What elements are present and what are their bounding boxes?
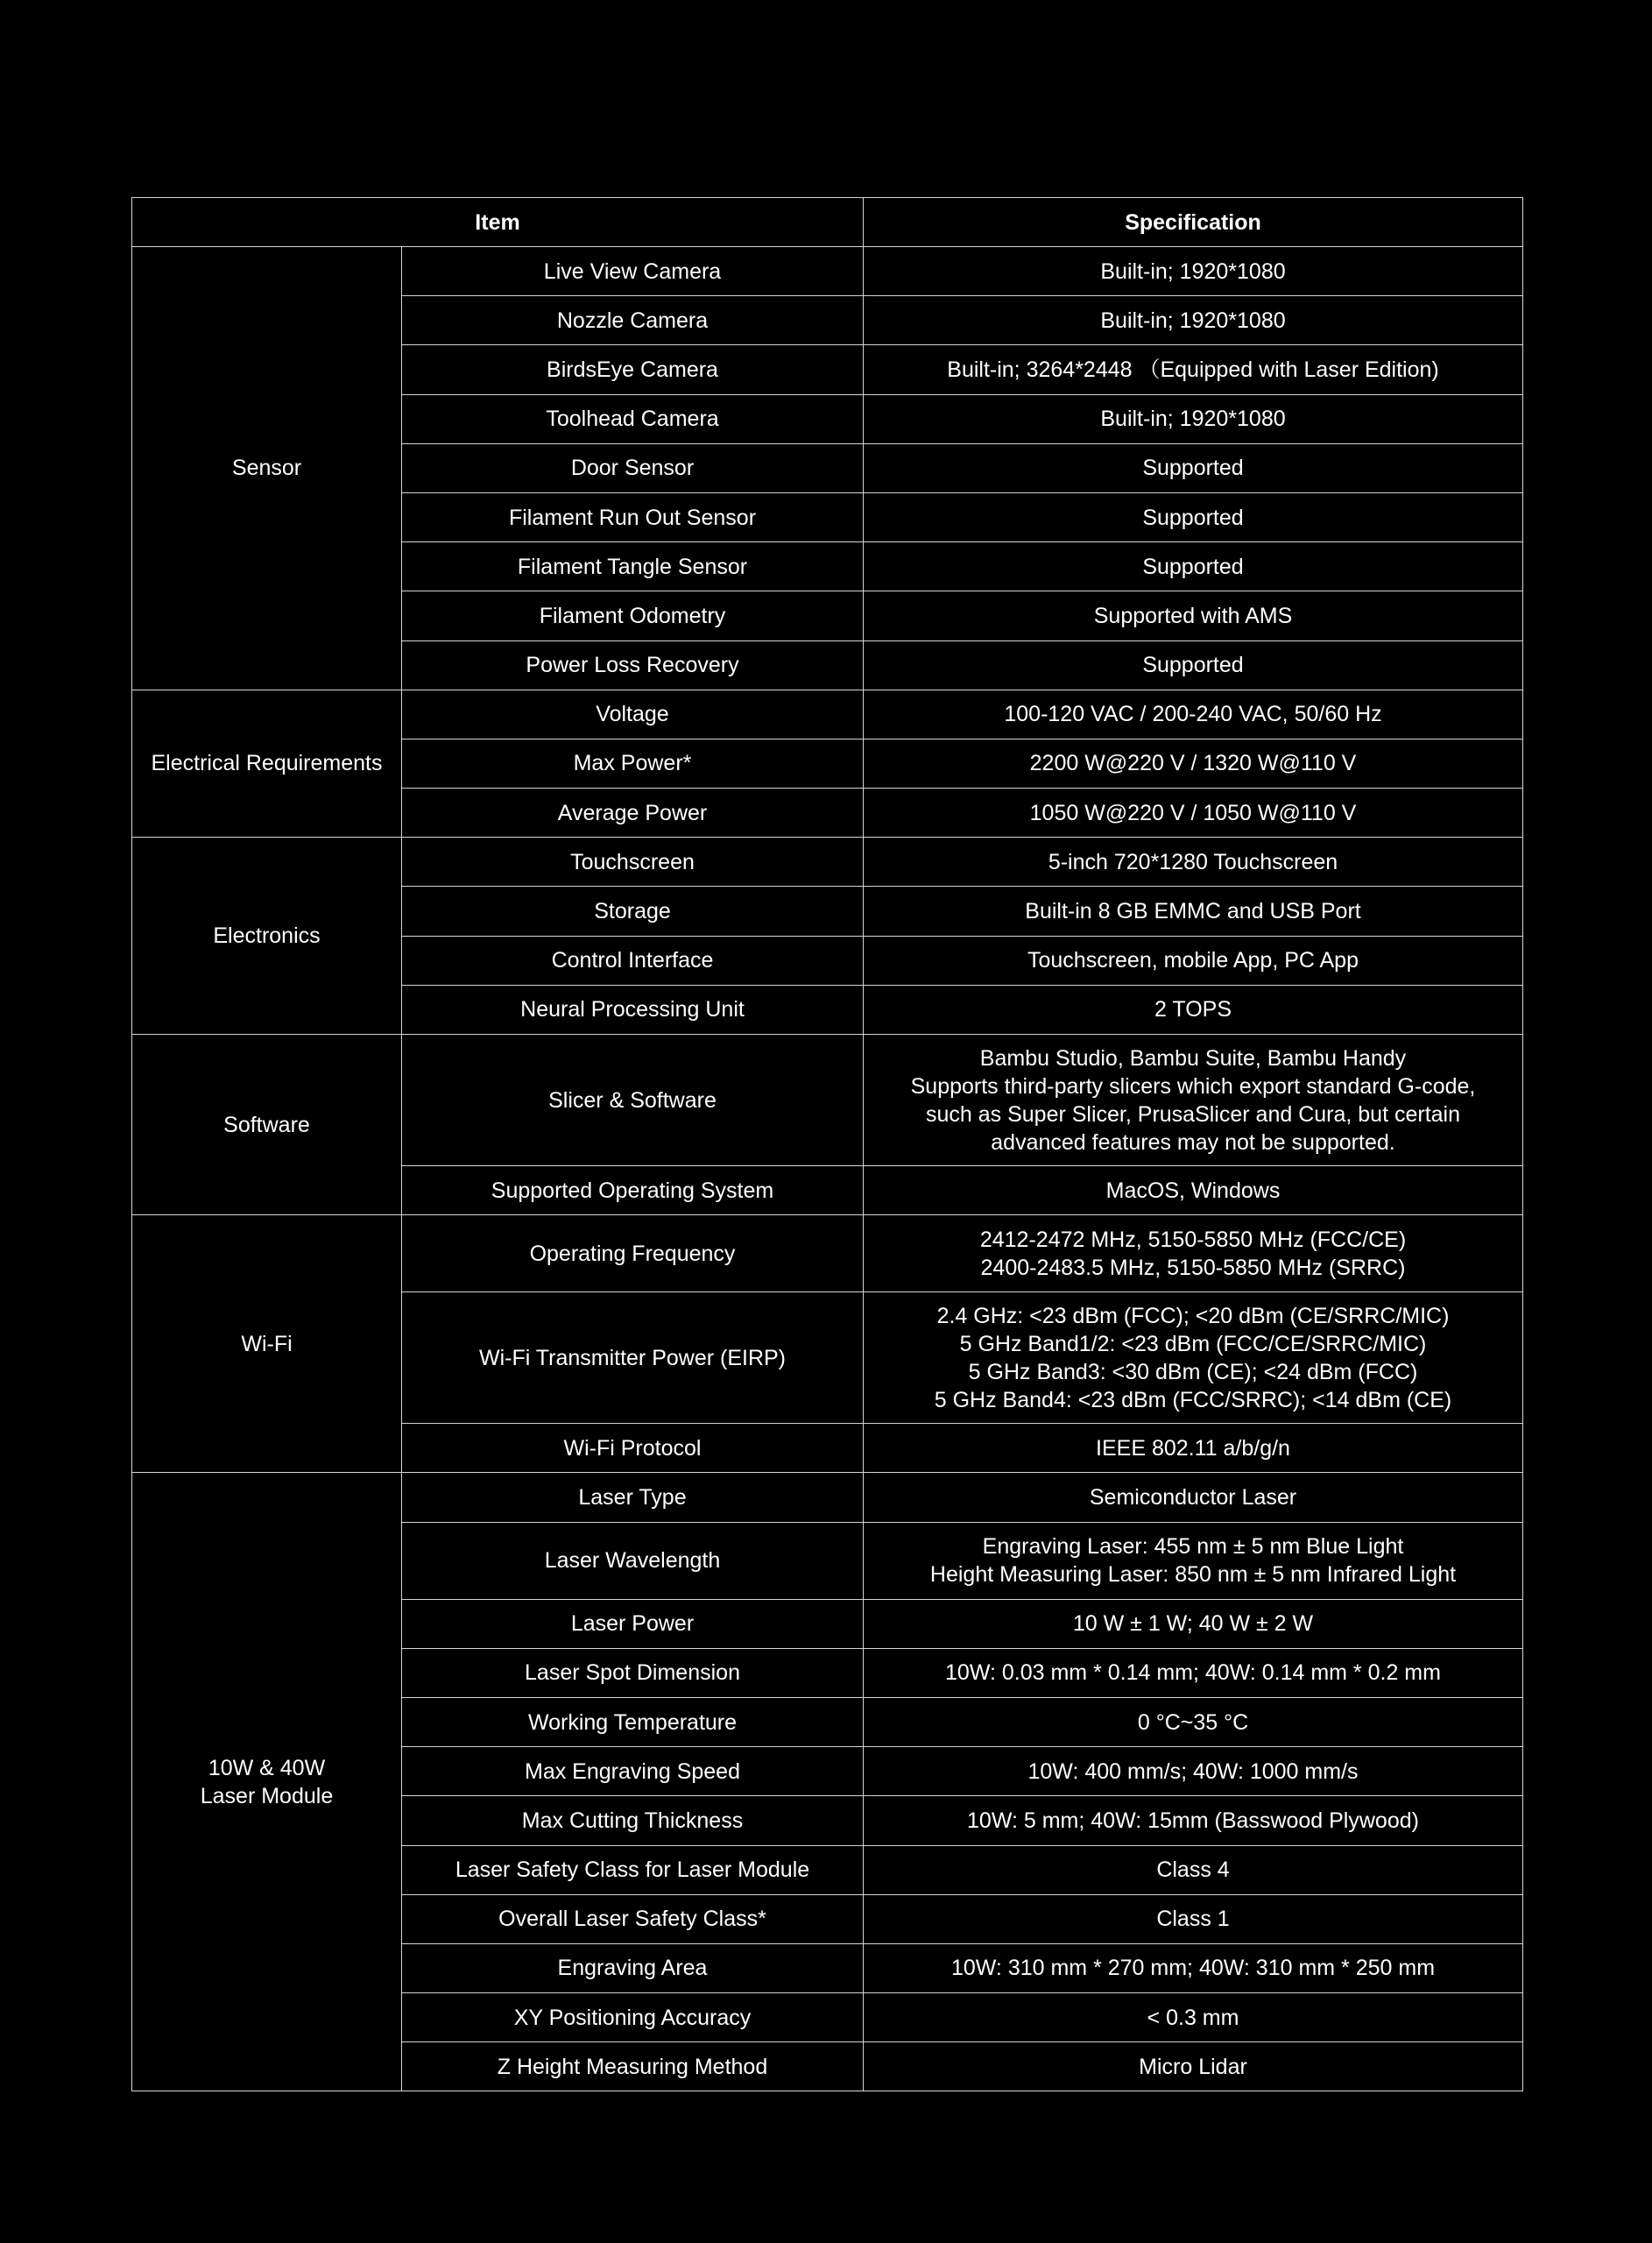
item-cell: Z Height Measuring Method — [402, 2042, 864, 2091]
group-label: Electronics — [132, 838, 402, 1035]
item-cell: Max Engraving Speed — [402, 1747, 864, 1796]
item-cell: Working Temperature — [402, 1697, 864, 1746]
spec-cell: Built-in; 1920*1080 — [864, 296, 1523, 345]
spec-cell: < 0.3 mm — [864, 1993, 1523, 2042]
spec-cell: 10W: 0.03 mm * 0.14 mm; 40W: 0.14 mm * 0.2 mm — [864, 1648, 1523, 1697]
spec-cell: Semiconductor Laser — [864, 1473, 1523, 1522]
group-label: Wi-Fi — [132, 1215, 402, 1473]
item-cell: Live View Camera — [402, 247, 864, 296]
item-cell: Filament Tangle Sensor — [402, 542, 864, 591]
item-cell: Power Loss Recovery — [402, 640, 864, 690]
item-cell: Max Power* — [402, 739, 864, 788]
item-cell: Filament Odometry — [402, 591, 864, 640]
spec-cell: Class 1 — [864, 1894, 1523, 1943]
table-row — [132, 1473, 1523, 1522]
spec-cell: 2200 W@220 V / 1320 W@110 V — [864, 739, 1523, 788]
spec-cell: 2412-2472 MHz, 5150-5850 MHz (FCC/CE) 2400-2483.5 MHz, 5150-5850 MHz (SRRC) — [864, 1215, 1523, 1292]
spec-cell: Class 4 — [864, 1845, 1523, 1894]
table-row — [132, 1035, 1523, 1166]
item-cell: Laser Power — [402, 1599, 864, 1648]
spec-table-body — [132, 247, 1523, 2091]
spec-cell: Supported — [864, 640, 1523, 690]
item-cell: Max Cutting Thickness — [402, 1796, 864, 1845]
item-cell: Wi-Fi Transmitter Power (EIRP) — [402, 1292, 864, 1424]
spec-cell: Supported — [864, 443, 1523, 492]
spec-cell: 2 TOPS — [864, 985, 1523, 1034]
item-cell: Laser Safety Class for Laser Module — [402, 1845, 864, 1894]
spec-cell: 10W: 400 mm/s; 40W: 1000 mm/s — [864, 1747, 1523, 1796]
spec-cell: IEEE 802.11 a/b/g/n — [864, 1424, 1523, 1473]
item-cell: Overall Laser Safety Class* — [402, 1894, 864, 1943]
item-cell: Average Power — [402, 789, 864, 838]
item-cell: Slicer & Software — [402, 1035, 864, 1166]
header-item: Item — [132, 198, 864, 247]
spec-cell: Built-in; 3264*2448 （Equipped with Laser Edition) — [864, 345, 1523, 394]
item-cell: Nozzle Camera — [402, 296, 864, 345]
spec-cell: 10W: 310 mm * 270 mm; 40W: 310 mm * 250 mm — [864, 1943, 1523, 1992]
item-cell: Toolhead Camera — [402, 394, 864, 443]
item-cell: Supported Operating System — [402, 1166, 864, 1215]
item-cell: Storage — [402, 887, 864, 936]
spec-cell: Built-in 8 GB EMMC and USB Port — [864, 887, 1523, 936]
item-cell: Touchscreen — [402, 838, 864, 887]
spec-cell: 10 W ± 1 W; 40 W ± 2 W — [864, 1599, 1523, 1648]
item-cell: Wi-Fi Protocol — [402, 1424, 864, 1473]
spec-cell: 5-inch 720*1280 Touchscreen — [864, 838, 1523, 887]
group-label: Electrical Requirements — [132, 690, 402, 838]
spec-cell: Supported — [864, 542, 1523, 591]
spec-cell: Micro Lidar — [864, 2042, 1523, 2091]
item-cell: Door Sensor — [402, 443, 864, 492]
spec-cell: Built-in; 1920*1080 — [864, 247, 1523, 296]
table-row — [132, 1215, 1523, 1292]
item-cell: Engraving Area — [402, 1943, 864, 1992]
group-label: Software — [132, 1035, 402, 1215]
item-cell: Voltage — [402, 690, 864, 739]
spec-cell: Touchscreen, mobile App, PC App — [864, 936, 1523, 985]
header-specification: Specification — [864, 198, 1523, 247]
spec-cell: 10W: 5 mm; 40W: 15mm (Basswood Plywood) — [864, 1796, 1523, 1845]
spec-table — [131, 197, 1523, 2091]
spec-cell: Supported with AMS — [864, 591, 1523, 640]
spec-cell: Engraving Laser: 455 nm ± 5 nm Blue Light Height Measuring Laser: 850 nm ± 5 nm Infrared Light — [864, 1522, 1523, 1599]
spec-cell: 0 °C~35 °C — [864, 1697, 1523, 1746]
spec-cell: 1050 W@220 V / 1050 W@110 V — [864, 789, 1523, 838]
spec-cell: Built-in; 1920*1080 — [864, 394, 1523, 443]
table-header-row — [132, 198, 1523, 247]
item-cell: Laser Wavelength — [402, 1522, 864, 1599]
item-cell: Operating Frequency — [402, 1215, 864, 1292]
spec-cell: 100-120 VAC / 200-240 VAC, 50/60 Hz — [864, 690, 1523, 739]
group-label: 10W & 40W Laser Module — [132, 1473, 402, 2091]
item-cell: Neural Processing Unit — [402, 985, 864, 1034]
item-cell: Control Interface — [402, 936, 864, 985]
group-label: Sensor — [132, 247, 402, 690]
item-cell: Laser Type — [402, 1473, 864, 1522]
table-row — [132, 247, 1523, 296]
spec-cell: Bambu Studio, Bambu Suite, Bambu Handy Supports third-party slicers which export standard G-code, such as Super Slicer, PrusaSlicer and Cura, but certain advanced features may not be supported. — [864, 1035, 1523, 1166]
item-cell: BirdsEye Camera — [402, 345, 864, 394]
spec-cell: Supported — [864, 492, 1523, 541]
item-cell: Filament Run Out Sensor — [402, 492, 864, 541]
spec-cell: 2.4 GHz: <23 dBm (FCC); <20 dBm (CE/SRRC/MIC) 5 GHz Band1/2: <23 dBm (FCC/CE/SRRC/MIC) 5 GHz Band3: <30 dBm (CE); <24 dBm (FCC) 5 GHz Band4: <23 dBm (FCC/SRRC); <14 dBm (CE) — [864, 1292, 1523, 1424]
table-row — [132, 690, 1523, 739]
table-row — [132, 838, 1523, 887]
spec-cell: MacOS, Windows — [864, 1166, 1523, 1215]
item-cell: XY Positioning Accuracy — [402, 1993, 864, 2042]
item-cell: Laser Spot Dimension — [402, 1648, 864, 1697]
